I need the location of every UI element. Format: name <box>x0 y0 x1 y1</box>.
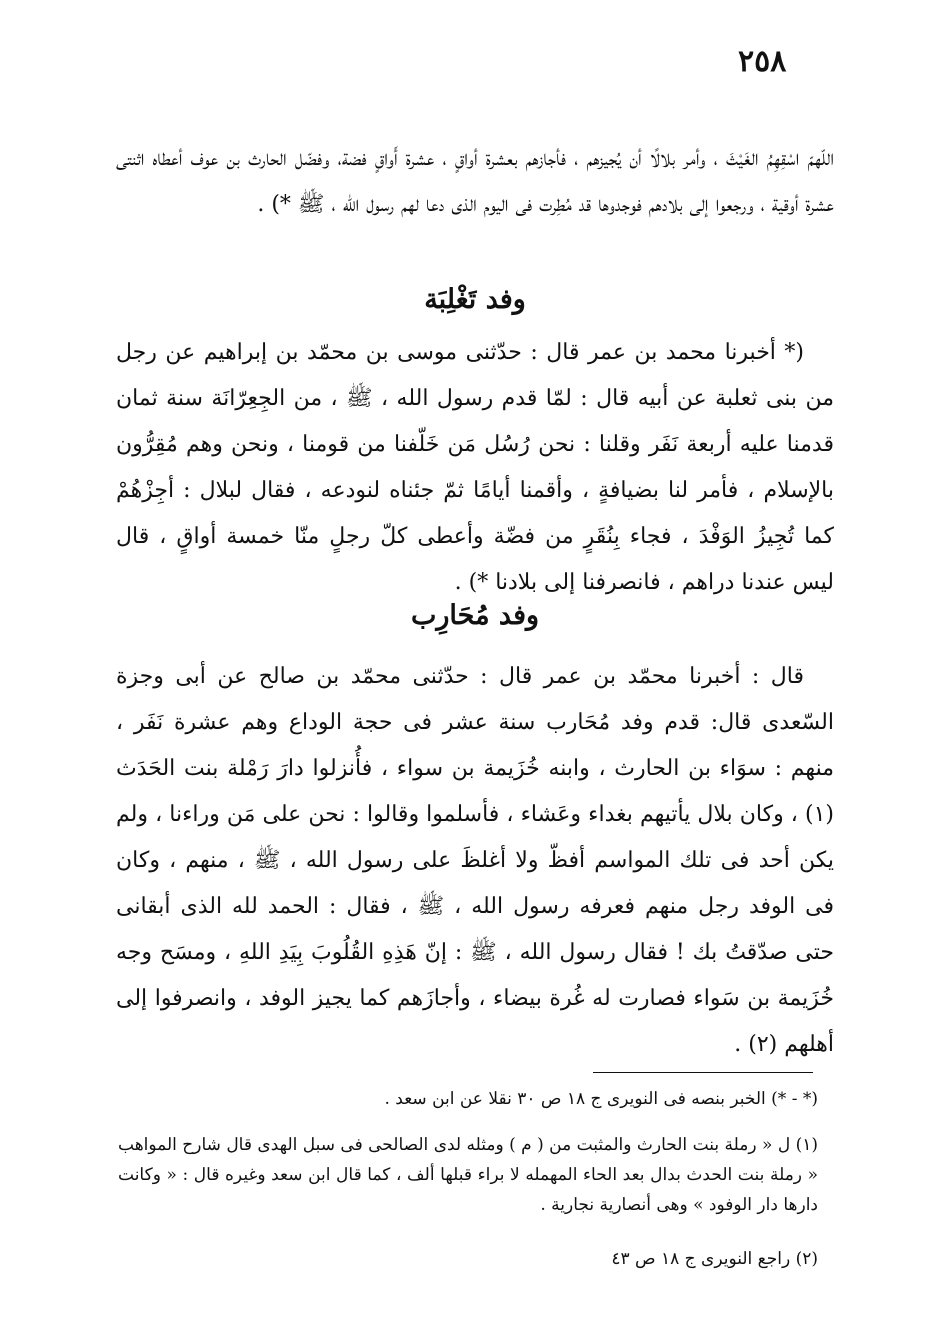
section-heading-muharib: وفد مُحَارِب <box>410 600 540 631</box>
footnote-separator <box>593 1072 813 1073</box>
footnote-1 <box>118 1084 818 1114</box>
section-heading-taghliba: وفد تَغْلِبَة <box>424 284 526 315</box>
footnote-2 <box>118 1130 818 1220</box>
footnote-text: (١) ل « رملة بنت الحارث والمثبت من ( م ) ومثله لدى الصالحى فى سبل الهدى قال شارح المواهب « رملة بنت الحدث بدال بعد الحاء المهمله لا براء قبلها ألف ، كما قال ابن سعد وغيره قال : « وكانت دارها دار الوفود » وهى أنصارية نجارية . <box>118 1135 818 1215</box>
section-muharib-paragraph: قال : أخبرنا محمّد بن عمر قال : حدّثنى محمّد بن صالح عن أبى وجزة السّعدى قال: قدم وفد مُحَارب سنة عشر فى حجة الوداع وهم عشرة نَفَر ، منهم : سوَاء بن الحارث ، وابنه خُزَيمة بن سواء ، فأُنزلوا دارَ رَمْلة بنت الحَدَث (١) ، وكان بلال يأتيهم بغداء وعَشاء ، فأسلموا وقالوا : نحن على مَن وراءنا ، ولم يكن أحد فى تلك المواسم أفظّ ولا أغلظَ على رسول الله ، ﷺ ، منهم ، وكان فى الوفد رجل منهم فعرفه رسول الله ، ﷺ ، فقال : الحمد لله الذى أبقانى حتى صدّقتُ بك ! فقال رسول الله ، ﷺ : إنّ هَذِهِ القُلُوبَ بِيَدِ اللهِ ، ومسَح وجه خُزَيمة بن سَواء فصارت له غُرة بيضاء ، وأجازَهم كما يجيز الوفد ، وانصرفوا إلى أهلهم (٢) . <box>116 664 834 1057</box>
footnote-text: (٢) راجع النويرى ج ١٨ ص ٤٣ <box>611 1249 818 1269</box>
footnote-text: (* - *) الخبر بنصه فى النويرى ج ١٨ ص ٣٠ نقلا عن ابن سعد . <box>384 1089 818 1109</box>
footnote-3 <box>118 1244 818 1274</box>
section-taghliba-block <box>116 330 834 606</box>
continuation-paragraph: اللّهمّ اسْقِهِمُ الغَيْثَ ، وأمر بلالًا أن يُجيزهم ، فأجازهم بعشرة أواقٍ ، عشرة أَواقٍ فضة، وفضّل الحارث بن عوف أعطاه اثنتى عشرة أوقية ، ورجعوا إلى بلادهم فوجدوها قد مُطِرت فى اليوم الذى دعا لهم رسول الله ، ﷺ *) . <box>116 146 834 217</box>
page-number: ٢٥٨ <box>738 44 787 79</box>
continuation-text-block <box>116 136 834 228</box>
section-taghliba-paragraph: (* أخبرنا محمد بن عمر قال : حدّثنى موسى بن محمّد بن إبراهيم عن رجل من بنى ثعلبة عن أبيه قال : لمّا قدم رسول الله ، ﷺ ، من الجِعِرّانَة سنة ثمان قدمنا عليه أربعة نَفَر وقلنا : نحن رُسُل مَن خَلّفنا من قومنا ، ونحن وهم مُقِرُّون بالإسلام ، فأمر لنا بضيافةٍ ، وأقمنا أيامًا ثمّ جئناه لنودعه ، فقال لبلال : أجِزْهُمْ كما تُجِيزُ الوَفْدَ ، فجاء بِنُقَرٍ من فضّة وأعطى كلّ رجلٍ منّا خمسة أواقٍ ، قال ليس عندنا دراهم ، فانصرفنا إلى بلادنا *) . <box>116 340 834 595</box>
section-muharib-block <box>116 654 834 1068</box>
